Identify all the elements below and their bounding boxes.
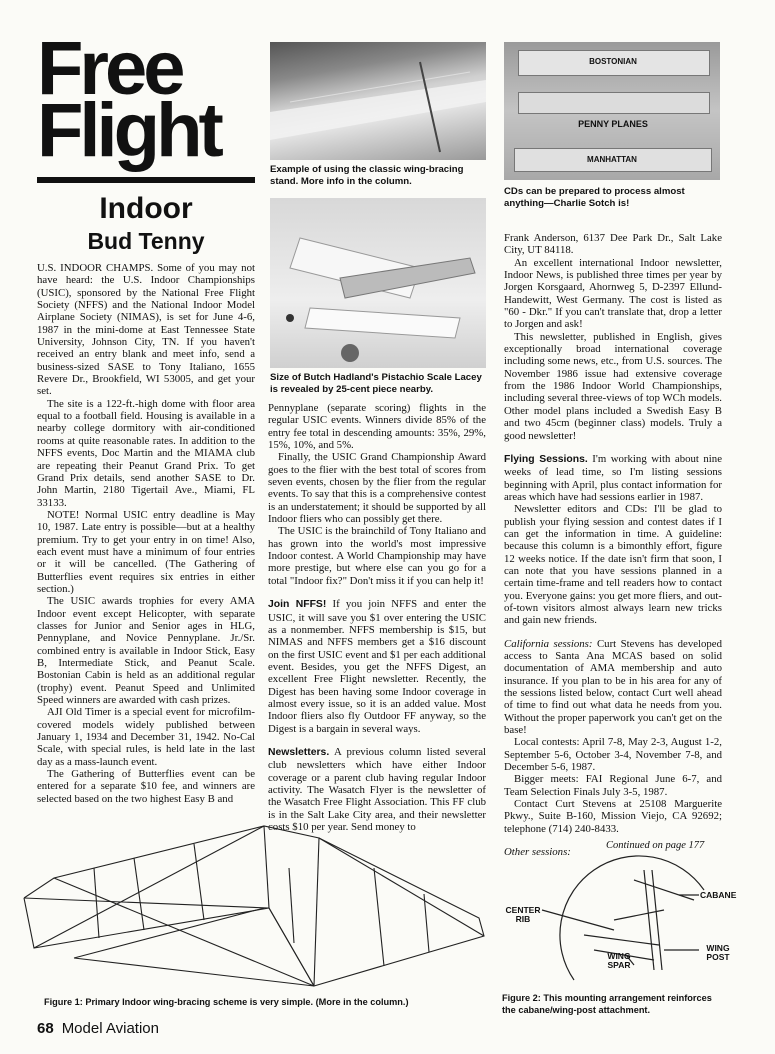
other-sessions-label: Other sessions:	[504, 846, 571, 859]
paragraph: An excellent international Indoor newsletter, Indoor News, is published three times per year by Jorgen Korsgaard, Ahornweg 5, D-2397 Ellund-Handewitt, West Germany. The cost is listed as "60 - Dkr." If you can't translate that, drop a letter to Jorgen and ask!	[504, 256, 722, 331]
label-wing-post: WING POST	[706, 943, 730, 962]
caption-photo-3: CDs can be prepared to process almost anything—Charlie Sotch is!	[504, 186, 685, 209]
lead-in: California sessions:	[504, 637, 593, 650]
caption-figure-1: Figure 1: Primary Indoor wing-bracing scheme is very simple. (More in the column.)	[44, 997, 409, 1007]
paragraph: The Gathering of Butterflies event can be entered for a separate $10 fee, and winners are selected based on the two highest Easy B and	[37, 768, 255, 805]
paragraph: The USIC is the brainchild of Tony Italiano and has grown into the world's most impressive Indoor contest. A World Championship may have more prestige, but where else can you go for a total "Indoor fix?" Don't miss it if you can help it!	[268, 525, 486, 587]
paragraph: Pennyplane (separate scoring) flights in the regular USIC events. Winners divide 85% of the entry fee total in descending amounts: 35%, 29%, 15%, 10%, and 5%.	[268, 402, 486, 452]
lead-in: Join NFFS!	[268, 599, 327, 611]
paragraph-text: A previous column listed several club newsletters which have either Indoor coverage or a parent club having regular Indoor activity. The Wasatch Flyer is the newsletter of the Wasatch Free Flight Association. This FF club is in the Salt Lake City area, and their newsletter costs $10 per year. Send money to	[268, 745, 486, 833]
caption-photo-1: Example of using the classic wing-bracing stand. More info in the column.	[270, 164, 464, 187]
paragraph-text: If you join NFFS and enter the USIC, it will save you $1 over entering the USIC as a nonmember. NFFS membership is $15, but NIMAS and NFFS members get a $16 discount on the first USIC event and $1 per each additional event. Besides, you get the NFFS Digest, an excellent Free Flight newsletter. Recently, the Digest has been having some Indoor coverage in almost every issue, so it is an added value. Most Indoor fliers also fly Outdoor FF anyway, so the Digest is a bargain in several ways.	[268, 598, 486, 735]
label-wing-spar: WING SPAR	[607, 951, 631, 970]
masthead-line-2: Flight	[37, 88, 220, 173]
paragraph: NOTE! Normal USIC entry deadline is May 10, 1987. Late entry is possible—but at a healthy premium. Try to get your entry in on time! Also, each event must have a minimum of four entries or it will be cancelled. (The Gathering of Butterflies event requires six entries in either section.)	[37, 508, 255, 595]
masthead-line-1: Free	[37, 26, 182, 111]
photo-wing-bracing-stand	[270, 42, 486, 160]
paragraph: Bigger meets: FAI Regional June 6-7, and Team Selection Finals July 3-5, 1987.	[504, 773, 722, 798]
paragraph: Finally, the USIC Grand Championship Award goes to the flier with the best total of scores from seven events, chosen by the flier from the regular events. To say that this is a comprehensive contest is an understatement; it should be supported by all Indoor fliers who can possibly get there.	[268, 451, 486, 526]
continued-note: Continued on page 177	[606, 840, 705, 851]
paragraph-text: Some of you may not have heard: the U.S. Indoor Championships (USIC), sponsored by the National Free Flight Society (NFFS) and the National Indoor Model Airplane Society (NIMAS), is set for June 4-6, 1987 in the mini-dome at East Tennessee State University, Johnson City, TN. If you haven't received an entry blank and meet info, send a business-sized SASE to Tony Italiano, 1655 Revere Dr., Brookfield, WI 53005, and get your set.	[37, 262, 255, 398]
label-cabane: CABANE	[700, 890, 737, 900]
column-1	[37, 262, 255, 805]
photo-contest-templates	[504, 42, 720, 180]
label-manhattan: MANHATTAN	[587, 155, 637, 164]
paragraph: Contact Curt Stevens at 25108 Marguerite Pkwy., Suite B-160, Mission Viejo, CA 92692; telephone (714) 240-8433.	[504, 798, 722, 835]
photo-pistachio-scale-model	[270, 198, 486, 368]
paragraph: This newsletter, published in English, gives exceptionally broad international coverage including some news, etc., from U.S. sources. The November 1986 issue had extensive coverage from the 1986 Indoor World Championships, including several three-views of top WCh models. Other model plans included a Swedish Easy B and two 45cm (beginner class) models. Truly a good newsletter!	[504, 330, 722, 442]
caption-photo-2: Size of Butch Hadland's Pistachio Scale Lacey is revealed by 25-cent piece nearby.	[270, 372, 482, 395]
section-title: Indoor	[99, 192, 193, 225]
paragraph-text: I'm working with about nine weeks of lead time, so I'm listing sessions beginning with April, plus contact information for areas which have had sessions earlier in 1987.	[504, 452, 722, 503]
paragraph	[504, 638, 722, 737]
column-3	[504, 232, 722, 859]
label-bostonian: BOSTONIAN	[589, 57, 637, 66]
paragraph: The site is a 122-ft.-high dome with floor area equal to a football field. Housing is available in a nearby college dormitory with air-conditioned rooms at quite reasonable rates. In addition to the NFFS events, Doc Martin and the MIAMA club are repeating their Peanut Grand Prix. To get Grand Prix details, send another SASE to Dr. John Martin, 2180 Tigertail Ave., Miami, FL 33133.	[37, 397, 255, 509]
caption-figure-2: Figure 2: This mounting arrangement reinforces the cabane/wing-post attachment.	[502, 993, 712, 1015]
masthead-rule	[37, 177, 255, 183]
masthead	[37, 26, 255, 173]
lead-in: U.S. INDOOR CHAMPS.	[37, 262, 154, 274]
column-2	[268, 402, 486, 833]
paragraph	[504, 453, 722, 503]
paragraph: Newsletter editors and CDs: I'll be glad to publish your flying session and contest dates if I can get the information in time. A guideline: because this column is a bimonthly effort, figure 12 weeks notice. If the date isn't firm that soon, I can note that you have sessions planned in a certain time-frame and tell readers how to contact you. Everyone gains: you get more fliers, and out-of-town visitors almost always learn new tricks and gain new friends.	[504, 503, 722, 627]
paragraph	[37, 262, 255, 398]
author-byline: Bud Tenny	[87, 228, 205, 254]
paragraph: Local contests: April 7-8, May 2-3, August 1-2, September 5-6, October 3-4, November 7-8, and December 5-6, 1987.	[504, 736, 722, 774]
page-footer	[37, 1020, 159, 1037]
figure-1-wing-bracing-drawing	[14, 808, 494, 993]
label-penny-planes: PENNY PLANES	[578, 119, 648, 129]
paragraph-text: Curt Stevens has developed access to Santa Ana MCAS based on solid documentation of AMA membership and auto insurance. If you plan to be in his area for any of the sessions listed below, contact Curt well ahead of time to find out what data he needs from you. Without the proper paperwork you can't get on the base!	[504, 637, 722, 737]
paragraph	[268, 598, 486, 735]
paragraph: The USIC awards trophies for every AMA Indoor event except Helicopter, with separate classes for Junior and Senior ages in HLG, Pennyplane, and Novice Pennyplane. Jr./Sr. combined entry is available in Indoor Stick, Easy B, Intermediate Stick, and Peanut Scale. Bostonian Cabin is held as an additional regular (trophy) event. Peanut Speed and Unlimited Speed winners are awarded with cash prizes.	[37, 595, 255, 707]
paragraph: Frank Anderson, 6137 Dee Park Dr., Salt Lake City, UT 84118.	[504, 232, 722, 257]
magazine-name: Model Aviation	[61, 1020, 159, 1037]
page-number: 68	[37, 1020, 54, 1037]
label-center-rib: CENTER RIB	[505, 905, 541, 924]
lead-in: Newsletters.	[268, 746, 330, 758]
lead-in: Flying Sessions.	[504, 453, 588, 465]
paragraph: AJI Old Timer is a special event for microfilm-covered models widely published between January 1, 1934 and December 31, 1942. No-Cal Scale, with special rules, is held late in the last day as a mass-launch event.	[37, 706, 255, 768]
